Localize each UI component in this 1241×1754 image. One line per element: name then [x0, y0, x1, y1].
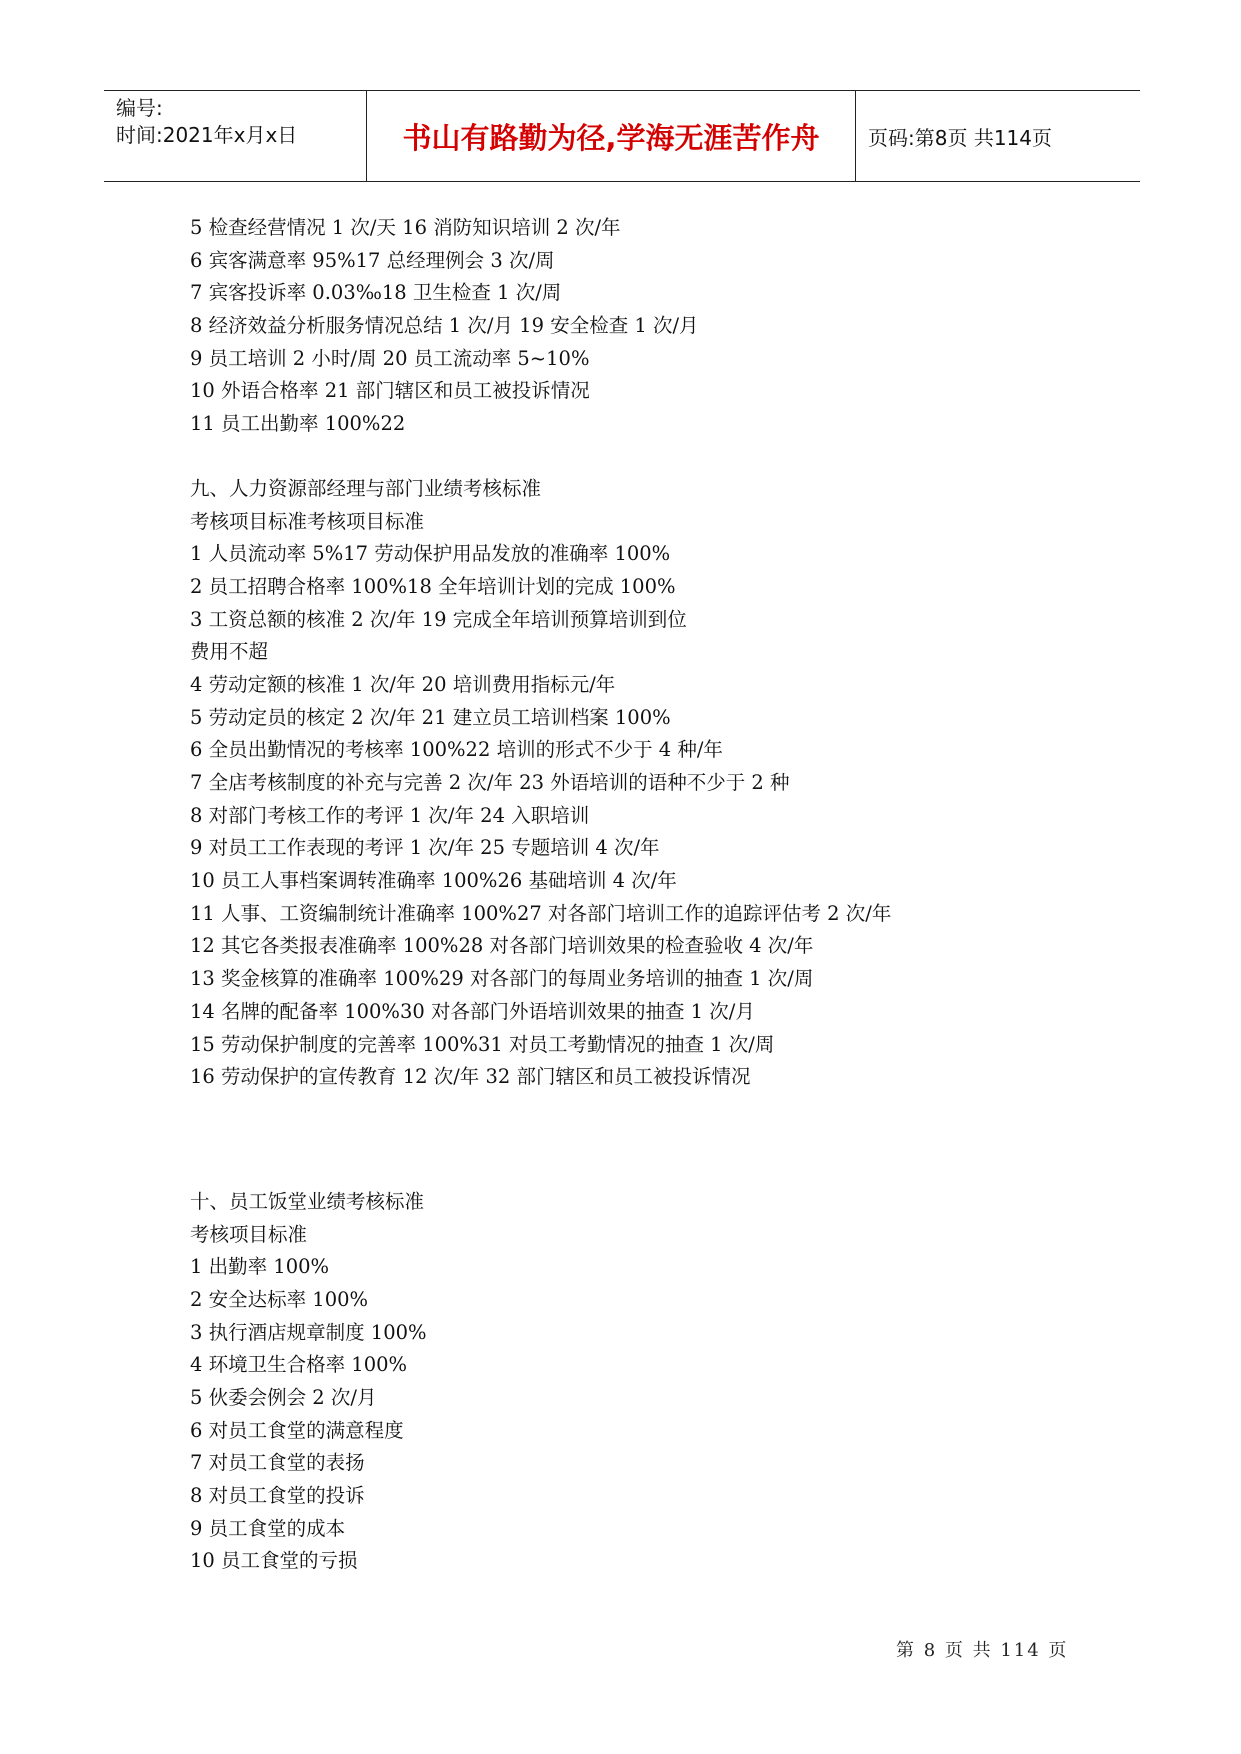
text-line: 考核项目标准: [190, 1222, 308, 1246]
text-line: 5 劳动定员的核定 2 次/年 21 建立员工培训档案 100%: [190, 705, 671, 729]
text-line: 10 外语合格率 21 部门辖区和员工被投诉情况: [190, 379, 590, 403]
section-title: 十、员工饭堂业绩考核标准: [190, 1189, 425, 1213]
text-line: 16 劳动保护的宣传教育 12 次/年 32 部门辖区和员工被投诉情况: [190, 1065, 751, 1089]
document-body: [190, 212, 1090, 1578]
text-line: 9 对员工工作表现的考评 1 次/年 25 专题培训 4 次/年: [190, 836, 660, 860]
text-line: 7 对员工食堂的表扬: [190, 1451, 365, 1475]
text-line: 11 员工出勤率 100%22: [190, 412, 406, 436]
text-line: 4 劳动定额的核准 1 次/年 20 培训费用指标元/年: [190, 672, 616, 696]
text-line: 7 宾客投诉率 0.03‰18 卫生检查 1 次/周: [190, 281, 562, 305]
text-line: 3 执行酒店规章制度 100%: [190, 1320, 427, 1344]
text-line: 2 员工招聘合格率 100%18 全年培训计划的完成 100%: [190, 574, 676, 598]
text-line: 9 员工食堂的成本: [190, 1516, 346, 1540]
section-top: [190, 212, 1090, 441]
text-line: 6 对员工食堂的满意程度: [190, 1418, 404, 1442]
text-line: 9 员工培训 2 小时/周 20 员工流动率 5~10%: [190, 346, 590, 370]
spacer: [190, 1094, 1090, 1186]
page-footer: 第 8 页 共 114 页: [896, 1640, 1069, 1661]
text-line: 12 其它各类报表准确率 100%28 对各部门培训效果的检查验收 4 次/年: [190, 934, 814, 958]
text-line: 1 人员流动率 5%17 劳动保护用品发放的准确率 100%: [190, 542, 671, 566]
document-number-label: 编号:: [116, 96, 163, 120]
text-line: 5 检查经营情况 1 次/天 16 消防知识培训 2 次/年: [190, 216, 621, 239]
text-line: 15 劳动保护制度的完善率 100%31 对员工考勤情况的抽查 1 次/周: [190, 1032, 775, 1056]
text-line: 6 全员出勤情况的考核率 100%22 培训的形式不少于 4 种/年: [190, 738, 723, 762]
text-line: 8 经济效益分析服务情况总结 1 次/月 19 安全检查 1 次/月: [190, 314, 699, 338]
header-page-code: 页码:第8页 共114页: [868, 125, 1052, 150]
text-line: 2 安全达标率 100%: [190, 1287, 369, 1311]
text-line: 8 对部门考核工作的考评 1 次/年 24 入职培训: [190, 803, 590, 827]
text-line: 11 人事、工资编制统计准确率 100%27 对各部门培训工作的追踪评估考 2 次/年: [190, 901, 892, 925]
text-line: 3 工资总额的核准 2 次/年 19 完成全年培训预算培训到位: [190, 607, 687, 631]
text-line: 14 名牌的配备率 100%30 对各部门外语培训效果的抽查 1 次/月: [190, 999, 755, 1023]
text-line: 10 员工人事档案调转准确率 100%26 基础培训 4 次/年: [190, 869, 677, 893]
text-line: 4 环境卫生合格率 100%: [190, 1353, 408, 1377]
header-motto: 书山有路勤为径,学海无涯苦作舟: [367, 91, 856, 181]
section-nine: [190, 473, 1090, 1094]
header-meta: [104, 91, 367, 181]
text-line: 13 奖金核算的准确率 100%29 对各部门的每周业务培训的抽查 1 次/周: [190, 967, 814, 991]
text-line: 1 出勤率 100%: [190, 1255, 330, 1279]
section-ten: [190, 1186, 1090, 1578]
section-title: 九、人力资源部经理与部门业绩考核标准: [190, 476, 542, 500]
text-line: 5 伙委会例会 2 次/月: [190, 1386, 377, 1409]
page-header: [104, 90, 1140, 182]
text-line: 8 对员工食堂的投诉: [190, 1484, 365, 1508]
spacer: [190, 441, 1090, 473]
text-line: 费用不超: [190, 640, 269, 664]
text-line: 10 员工食堂的亏损: [190, 1549, 358, 1573]
text-line: 6 宾客满意率 95%17 总经理例会 3 次/周: [190, 248, 555, 272]
text-line: 7 全店考核制度的补充与完善 2 次/年 23 外语培训的语种不少于 2 种: [190, 771, 790, 794]
text-line: 考核项目标准考核项目标准: [190, 509, 425, 533]
document-time-label: 时间:2021年x月x日: [116, 123, 298, 147]
